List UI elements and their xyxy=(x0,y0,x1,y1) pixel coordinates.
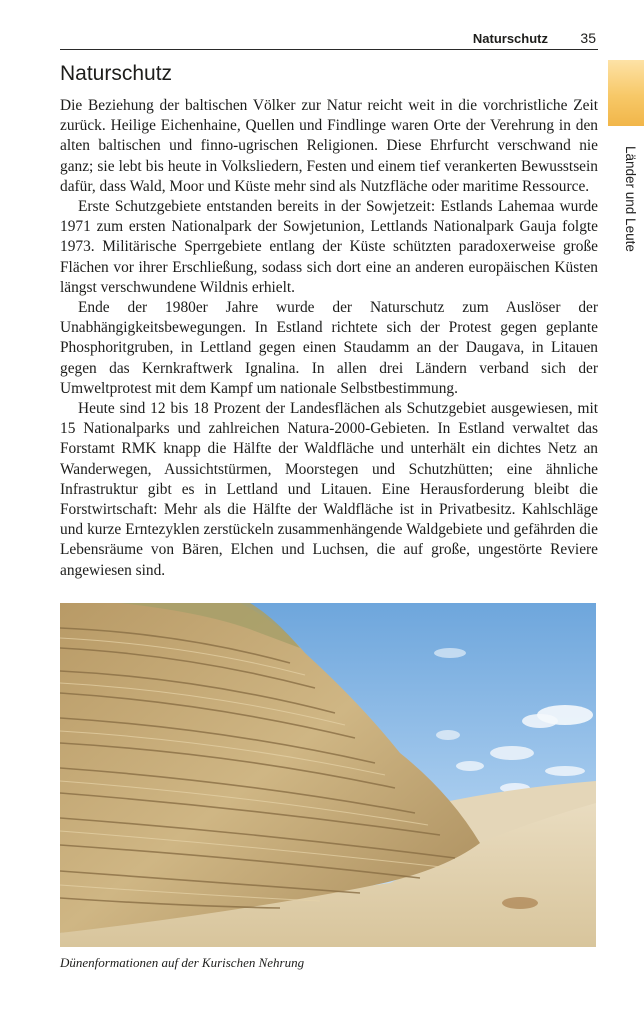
paragraph: Ende der 1980er Jahre wurde der Naturschutz zum Auslöser der Unabhängigkeitsbewegungen. In Estland richtete sich der Protest gegen geplante Phosphoritgruben, in Lettland gegen einen Staudamm an der Daugava, in Litauen gegen das Kernkraftwerk Ignalina. In allen drei Ländern verband sich der Umweltprotest mit dem Kampf um nationale Selbstbestimmung. xyxy=(60,299,598,397)
dune-photo xyxy=(60,603,596,947)
article-body xyxy=(60,96,598,581)
running-head xyxy=(60,31,598,50)
section-title: Naturschutz xyxy=(60,62,173,85)
chapter-color-tab xyxy=(608,60,644,126)
page-number: 35 xyxy=(580,30,596,46)
chapter-side-label: Länder und Leute xyxy=(623,146,638,252)
paragraph: Heute sind 12 bis 18 Prozent der Landesflächen als Schutzgebiet ausgewiesen, mit 15 Nationalparks und zahlreichen Natura-2000-Gebieten. In Estland verwaltet das Forstamt RMK knapp die Hälfte der Waldfläche und unterhält ein dichtes Netz an Wanderwegen, Aussichtstürmen, Moorstegen und Schutzhütten; eine ähnliche Infrastruktur gibt es in Lettland und Litauen. Eine Herausforderung bleibt die Forstwirtschaft: Mehr als die Hälfte der Waldfläche ist in Privatbesitz. Kahlschläge und kurze Erntezyklen zerstückeln zusammenhängende Waldgebiete und gefährden die Lebensräume von Bären, Elchen und Luchsen, die auf große, ungestörte Reviere angewiesen sind. xyxy=(60,400,598,579)
figure-caption: Dünenformationen auf der Kurischen Nehrung xyxy=(60,955,305,970)
paragraph: Erste Schutzgebiete entstanden bereits in der Sowjetzeit: Estlands Lahemaa wurde 1971 zum ersten Nationalpark der Sowjetunion, Lettlands Nationalpark Gauja folgte 1973. Militärische Sperrgebiete entlang der Küste schützten paradoxerweise große Flächen vor ihrer Erschließung, sodass sich dort eine an anderen europäischen Küsten längst verschwundene Wildnis erhielt. xyxy=(60,198,598,296)
running-head-section: Naturschutz xyxy=(472,31,548,46)
paragraph: Die Beziehung der baltischen Völker zur Natur reicht weit in die vorchristliche Zeit zurück. Heilige Eichenhaine, Quellen und Findlinge waren Orte der Verehrung in den alten baltischen und finno-ugrischen Religionen. Diese Ehrfurcht verschwand nie ganz; sie lebt bis heute in Volksliedern, Festen und einem tief verankerten Bewusstsein dafür, dass Wald, Moor und Küste mehr sind als Nutzfläche oder maritime Ressource. xyxy=(60,97,598,195)
